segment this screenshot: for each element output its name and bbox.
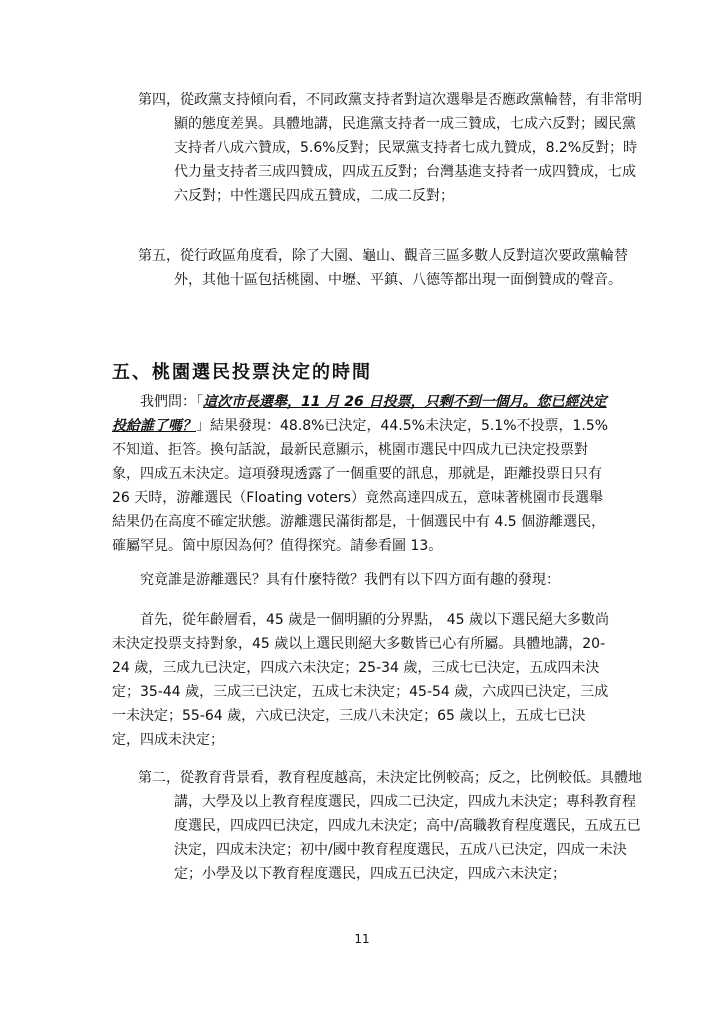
paragraph-intro [112,390,610,558]
intro-body: 」結果發現：48.8%已決定，44.5%未決定，5.1%不投票，1.5%不知道、拒答。換句話說，最新民意顯示，桃園市選民中四成九已決定投票對象，四成五未決定。這項發現透露了一個重要的訊息，那就是，距離投票日只有 26 天時，游離選民（Floating voters）竟然高達四成五，意味著桃園市長選舉結果仍在高度不確定狀態。游離選民滿街都是，十個選民中有 4.5 個游離選民，確屬罕見。箇中原因為何？值得探究。請參看圖 13。 [112,418,609,554]
intro-prefix: 我們問：「 [140,394,203,410]
page-number: 11 [354,932,370,946]
paragraph-question: 究竟誰是游離選民？具有什麼特徵？我們有以下四方面有趣的發現： [140,572,560,588]
paragraph-fifth: 第五，從行政區角度看，除了大園、龜山、觀音三區多數人反對這次要政黨輪替外，其他十區包括桃園、中壢、平鎮、八德等都出現一面倒贊成的聲音。 [138,248,628,288]
survey-question-quote: 這次市長選舉，11 月 26 日投票，只剩不到一個月。您已經決定投給誰了嗎？ [112,394,607,434]
paragraph-second-education: 第二，從教育背景看，教育程度越高，未決定比例較高；反之，比例較低。具體地講，大學及以上教育程度選民，四成二已決定，四成九未決定；專科教育程度選民，四成四已決定，四成九未決定；高中/高職教育程度選民，五成五已決定，四成未決定；初中/國中教育程度選民，五成八已決定，四成一未決定；小學及以下教育程度選民，四成五已決定，四成六未決定； [138,770,642,882]
section-heading: 五、桃園選民投票決定的時間 [112,362,372,383]
paragraph-fourth: 第四，從政黨支持傾向看，不同政黨支持者對這次選舉是否應政黨輪替，有非常明顯的態度差異。具體地講，民進黨支持者一成三贊成，七成六反對；國民黨支持者八成六贊成，5.6%反對；民眾黨支持者七成九贊成，8.2%反對；時代力量支持者三成四贊成，四成五反對；台灣基進支持者一成四贊成，七成六反對；中性選民四成五贊成，二成二反對； [138,92,642,204]
paragraph-first-age: 首先，從年齡層看，45 歲是一個明顯的分界點， 45 歲以下選民絕大多數尚未決定投票支持對象，45 歲以上選民則絕大多數皆已心有所屬。具體地講，20-24 歲，三成九已決定，四成六未決定；25-34 歲，三成七已決定，五成四未決定；35-44 歲，三成三已決定，五成七未決定；45-54 歲，六成四已決定，三成一未決定；55-64 歲，六成已決定，三成八未決定；65 歲以上，五成七已決定，四成未決定； [112,612,609,748]
